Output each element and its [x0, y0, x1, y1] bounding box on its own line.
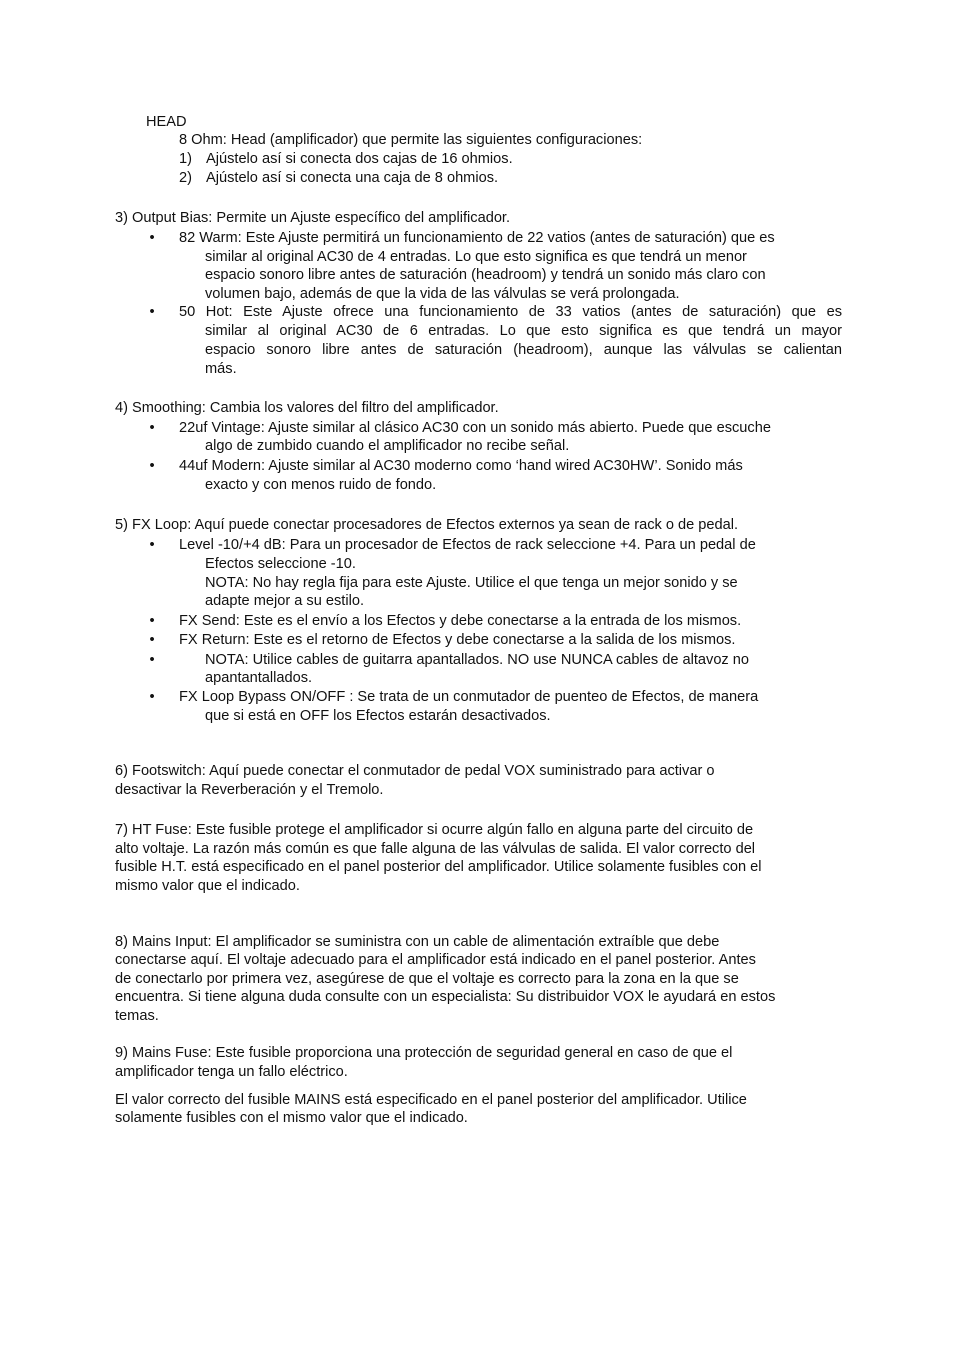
hot-line-1: 50 Hot: Este Ajuste ofrece una funcionamiento de 33 vatios (antes de saturación) que es	[179, 304, 842, 320]
head-item-1-number: 1)	[179, 151, 192, 167]
hot-line-3: espacio sonoro libre antes de saturación (headroom), aunque las válvulas se calientan	[205, 342, 842, 358]
head-line: 8 Ohm: Head (amplificador) que permite las siguientes configuraciones:	[179, 132, 643, 148]
fx-return: FX Return: Este es el retorno de Efectos y debe conectarse a la salida de los mismos.	[179, 632, 736, 648]
warm-line-1: 82 Warm: Este Ajuste permitirá un funcionamiento de 22 vatios (antes de saturación) que es	[179, 230, 775, 246]
fx-loop-heading: 5) FX Loop: Aquí puede conectar procesadores de Efectos externos ya sean de rack o de pedal.	[115, 517, 739, 533]
head-item-1-text: Ajústelo así si conecta dos cajas de 16 ohmios.	[206, 151, 513, 167]
head-title: HEAD	[146, 114, 187, 130]
bullet: •	[149, 689, 155, 705]
mains-fuse-line-1: 9) Mains Fuse: Este fusible proporciona una protección de seguridad general en caso de que el	[115, 1045, 733, 1061]
bullet: •	[149, 230, 155, 246]
fx-level-note-line-2: adapte mejor a su estilo.	[205, 593, 364, 609]
output-bias-heading: 3) Output Bias: Permite un Ajuste específico del amplificador.	[115, 210, 511, 226]
modern-line-1: 44uf Modern: Ajuste similar al AC30 moderno como ‘hand wired AC30HW’. Sonido más	[179, 458, 743, 474]
mains-input-line-3: de conectarlo por primera vez, asegúrese de que el voltaje es correcto para la zona en la que se	[115, 971, 739, 987]
footswitch-line-1: 6) Footswitch: Aquí puede conectar el conmutador de pedal VOX suministrado para activar o	[115, 763, 715, 779]
mains-input-line-2: conectarse aquí. El voltaje adecuado para el amplificador está indicado en el panel posterior. Antes	[115, 952, 756, 968]
warm-line-3: espacio sonoro libre antes de saturación (headroom) y tendrá un sonido más claro con	[205, 267, 766, 283]
footswitch-line-2: desactivar la Reverberación y el Tremolo.	[115, 782, 384, 798]
fx-level-line-2: Efectos seleccione -10.	[205, 556, 356, 572]
hot-line-2: similar al original AC30 de 6 entradas. Lo que esto significa es que tendrá un mayor	[205, 323, 842, 339]
fx-send: FX Send: Este es el envío a los Efectos y debe conectarse a la entrada de los mismos.	[179, 613, 742, 629]
mains-input-line-1: 8) Mains Input: El amplificador se suministra con un cable de alimentación extraíble que debe	[115, 934, 720, 950]
bullet: •	[149, 652, 155, 668]
fx-note-line-2: apantantallados.	[205, 670, 313, 686]
warm-line-4: volumen bajo, además de que la vida de las válvulas se verá prolongada.	[205, 286, 680, 302]
smoothing-heading: 4) Smoothing: Cambia los valores del filtro del amplificador.	[115, 400, 499, 416]
vintage-line-2: algo de zumbido cuando el amplificador no recibe señal.	[205, 438, 570, 454]
mains-input-line-5: temas.	[115, 1008, 159, 1024]
fx-level-note-line-1: NOTA: No hay regla fija para este Ajuste. Utilice el que tenga un mejor sonido y se	[205, 575, 738, 591]
fx-bypass-line-2: que si está en OFF los Efectos estarán desactivados.	[205, 708, 551, 724]
vintage-line-1: 22uf Vintage: Ajuste similar al clásico AC30 con un sonido más abierto. Puede que escuche	[179, 420, 771, 436]
mains-input-line-4: encuentra. Si tiene alguna duda consulte con un especialista: Su distribuidor VOX le ayudará en estos	[115, 989, 776, 1005]
ht-fuse-line-1: 7) HT Fuse: Este fusible protege el amplificador si ocurre algún fallo en alguna parte del circuito de	[115, 822, 754, 838]
mains-fuse-value-line-2: solamente fusibles con el mismo valor que el indicado.	[115, 1110, 468, 1126]
bullet: •	[149, 458, 155, 474]
bullet: •	[149, 304, 155, 320]
fx-note-line-1: NOTA: Utilice cables de guitarra apantallados. NO use NUNCA cables de altavoz no	[205, 652, 750, 668]
bullet: •	[149, 420, 155, 436]
bullet: •	[149, 613, 155, 629]
bullet: •	[149, 537, 155, 553]
mains-fuse-value-line-1: El valor correcto del fusible MAINS está especificado en el panel posterior del amplificador. Utilice	[115, 1092, 747, 1108]
head-item-2-number: 2)	[179, 170, 192, 186]
fx-bypass-line-1: FX Loop Bypass ON/OFF : Se trata de un conmutador de puenteo de Efectos, de manera	[179, 689, 759, 705]
ht-fuse-line-3: fusible H.T. está especificado en el panel posterior del amplificador. Utilice solamente fusibles con el	[115, 859, 762, 875]
warm-line-2: similar al original AC30 de 4 entradas. Lo que esto significa es que tendrá un menor	[205, 249, 747, 265]
hot-line-4: más.	[205, 361, 237, 377]
fx-level-line-1: Level -10/+4 dB: Para un procesador de Efectos de rack seleccione +4. Para un pedal de	[179, 537, 756, 553]
ht-fuse-line-4: mismo valor que el indicado.	[115, 878, 300, 894]
mains-fuse-line-2: amplificador tenga un fallo eléctrico.	[115, 1064, 348, 1080]
modern-line-2: exacto y con menos ruido de fondo.	[205, 477, 437, 493]
bullet: •	[149, 632, 155, 648]
head-item-2-text: Ajústelo así si conecta una caja de 8 ohmios.	[206, 170, 499, 186]
ht-fuse-line-2: alto voltaje. La razón más común es que falle alguna de las válvulas de salida. El valor correcto del	[115, 841, 756, 857]
